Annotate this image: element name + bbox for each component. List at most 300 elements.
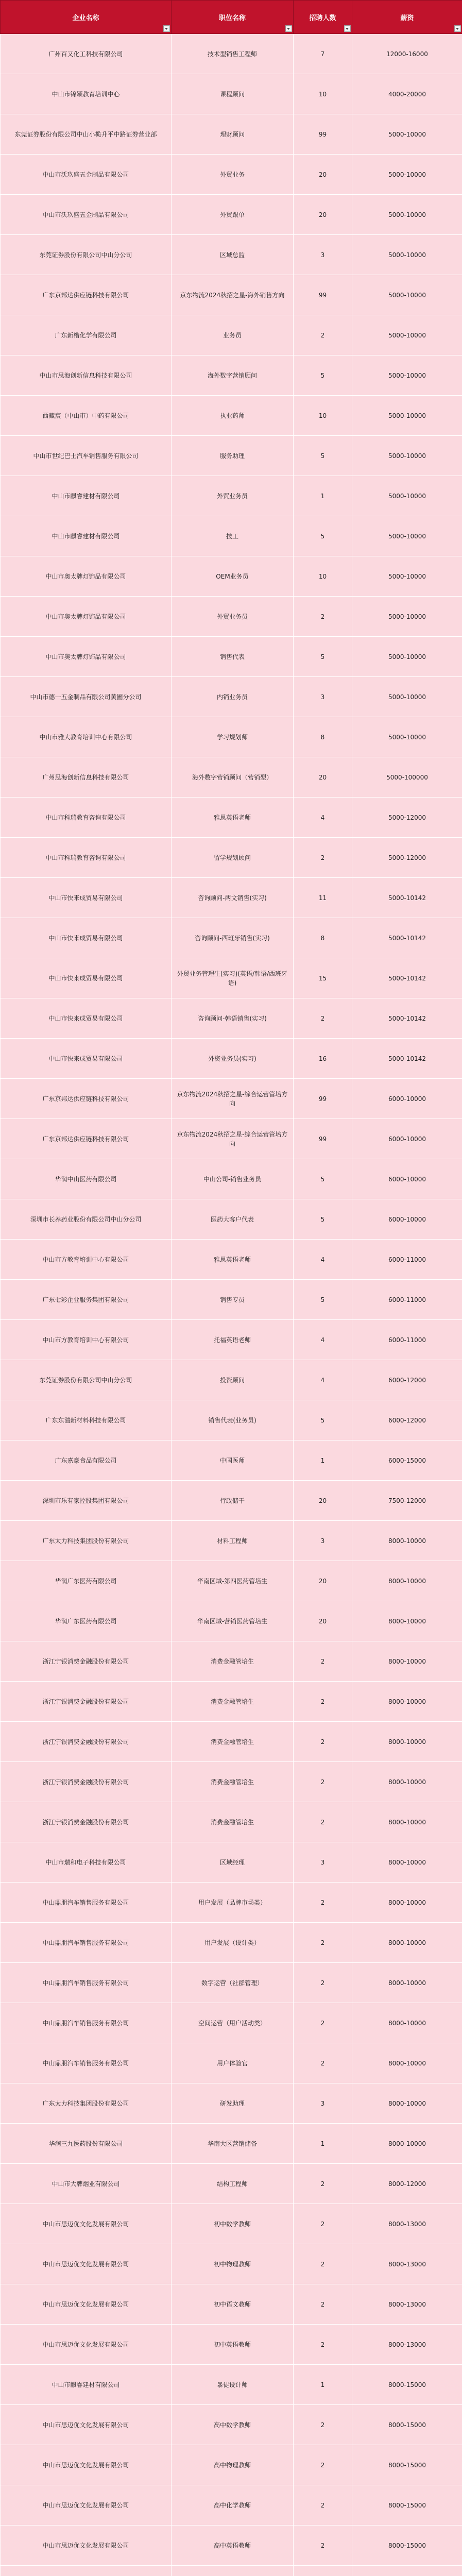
salary-cell[interactable]: 5000-10000 xyxy=(352,355,462,396)
position-cell[interactable]: 执业药师 xyxy=(172,396,294,436)
table-row xyxy=(1,2124,462,2164)
company-cell[interactable]: 中山市思迈优文化发展有限公司 xyxy=(1,2405,172,2445)
salary-cell[interactable]: 5000-10000 xyxy=(352,677,462,717)
position-cell[interactable]: 海外数字营销顾问 xyxy=(172,355,294,396)
position-cell[interactable]: 用户体验官 xyxy=(172,2043,294,2083)
company-cell[interactable]: 广州思海创新信息科技有限公司 xyxy=(1,757,172,798)
salary-cell[interactable] xyxy=(352,2566,462,2576)
position-cell[interactable]: 课程顾问 xyxy=(172,74,294,114)
position-cell[interactable] xyxy=(172,2566,294,2576)
position-cell[interactable]: 咨询顾问-西班牙销售(实习) xyxy=(172,918,294,958)
company-cell[interactable]: 中山市大牌烟业有限公司 xyxy=(1,2164,172,2204)
table-row xyxy=(1,235,462,275)
salary-cell[interactable]: 5000-10000 xyxy=(352,315,462,355)
table-row xyxy=(1,998,462,1039)
headcount-cell[interactable]: 5 xyxy=(294,1280,352,1320)
headcount-cell[interactable]: 20 xyxy=(294,1561,352,1601)
company-cell[interactable]: 中山市思迈优文化发展有限公司 xyxy=(1,2204,172,2244)
table-row xyxy=(1,838,462,878)
filter-dropdown-icon[interactable] xyxy=(285,25,292,32)
position-cell[interactable]: 外贸业务 xyxy=(172,155,294,195)
position-cell[interactable]: 消费金融管培生 xyxy=(172,1641,294,1682)
headcount-cell[interactable]: 2 xyxy=(294,2003,352,2043)
position-cell[interactable]: 高中物理教师 xyxy=(172,2445,294,2485)
company-cell[interactable]: 广东京邦达供应链科技有限公司 xyxy=(1,1119,172,1159)
table-row xyxy=(1,436,462,476)
headcount-cell[interactable]: 2 xyxy=(294,2204,352,2244)
table-row xyxy=(1,1240,462,1280)
company-cell[interactable]: 浙江宁银消费金融股份有限公司 xyxy=(1,1762,172,1802)
table-row xyxy=(1,597,462,637)
salary-cell[interactable]: 5000-10000 xyxy=(352,195,462,235)
salary-cell[interactable]: 5000-10000 xyxy=(352,516,462,556)
headcount-cell[interactable]: 3 xyxy=(294,2083,352,2124)
company-cell[interactable]: 华润广东医药有限公司 xyxy=(1,1601,172,1641)
salary-cell[interactable]: 6000-10000 xyxy=(352,1079,462,1119)
company-cell[interactable]: 深圳市乐有家控股集团有限公司 xyxy=(1,1481,172,1521)
company-cell[interactable]: 中山鼎朋汽车销售服务有限公司 xyxy=(1,2003,172,2043)
table-row xyxy=(1,2083,462,2124)
headcount-cell[interactable]: 5 xyxy=(294,637,352,677)
company-cell[interactable]: 中山市德一五金制品有限公司黄圃分公司 xyxy=(1,677,172,717)
salary-cell[interactable]: 5000-10000 xyxy=(352,396,462,436)
position-cell[interactable]: 外贸跟单 xyxy=(172,195,294,235)
salary-cell[interactable]: 8000-13000 xyxy=(352,2284,462,2325)
table-row xyxy=(1,516,462,556)
headcount-cell[interactable]: 2 xyxy=(294,2284,352,2325)
column-header-company xyxy=(1,1,172,34)
headcount-cell[interactable]: 5 xyxy=(294,1159,352,1199)
position-cell[interactable]: OEM业务员 xyxy=(172,556,294,597)
headcount-cell[interactable]: 11 xyxy=(294,878,352,918)
table-row xyxy=(1,2405,462,2445)
company-cell[interactable]: 中山市奥太牌灯饰品有限公司 xyxy=(1,637,172,677)
company-cell[interactable]: 华润三九医药股份有限公司 xyxy=(1,2124,172,2164)
headcount-cell[interactable]: 5 xyxy=(294,436,352,476)
headcount-cell[interactable]: 2 xyxy=(294,838,352,878)
position-cell[interactable]: 中国医师 xyxy=(172,1440,294,1481)
position-cell[interactable]: 京东物流2024秋招之星-海外销售方向 xyxy=(172,275,294,315)
position-cell[interactable]: 留学规划顾问 xyxy=(172,838,294,878)
company-cell[interactable]: 中山鼎朋汽车销售服务有限公司 xyxy=(1,1883,172,1923)
salary-cell[interactable]: 6000-11000 xyxy=(352,1320,462,1360)
company-cell[interactable]: 中山市沃玖盛五金制品有限公司 xyxy=(1,155,172,195)
filter-dropdown-icon[interactable] xyxy=(163,25,170,32)
position-cell[interactable]: 外贸业务员 xyxy=(172,476,294,516)
salary-cell[interactable]: 5000-12000 xyxy=(352,798,462,838)
headcount-cell[interactable]: 2 xyxy=(294,998,352,1039)
position-cell[interactable]: 用户发展（品牌市场类） xyxy=(172,1883,294,1923)
salary-cell[interactable]: 6000-12000 xyxy=(352,1400,462,1440)
filter-dropdown-icon[interactable] xyxy=(344,25,351,32)
salary-cell[interactable]: 8000-10000 xyxy=(352,1641,462,1682)
headcount-cell[interactable]: 2 xyxy=(294,315,352,355)
position-cell[interactable]: 海外数字营销顾问（营销型） xyxy=(172,757,294,798)
headcount-cell[interactable]: 1 xyxy=(294,1440,352,1481)
headcount-cell[interactable]: 2 xyxy=(294,1682,352,1722)
position-cell[interactable]: 消费金融管培生 xyxy=(172,1802,294,1842)
salary-cell[interactable]: 6000-10000 xyxy=(352,1119,462,1159)
table-row xyxy=(1,2204,462,2244)
table-row xyxy=(1,1963,462,2003)
company-cell[interactable]: 中山市快来成贸易有限公司 xyxy=(1,918,172,958)
salary-cell[interactable]: 5000-12000 xyxy=(352,838,462,878)
salary-cell[interactable]: 8000-10000 xyxy=(352,1521,462,1561)
position-cell[interactable]: 理财顾问 xyxy=(172,114,294,155)
headcount-cell[interactable]: 4 xyxy=(294,1240,352,1280)
company-cell[interactable]: 中山市思迈优文化发展有限公司 xyxy=(1,2485,172,2526)
headcount-cell[interactable]: 5 xyxy=(294,1199,352,1240)
salary-cell[interactable]: 8000-10000 xyxy=(352,1561,462,1601)
company-cell[interactable]: 东莞证券股份有限公司中山小榄升平中路证券营业部 xyxy=(1,114,172,155)
column-header-salary xyxy=(352,1,462,34)
headcount-cell[interactable]: 2 xyxy=(294,2526,352,2566)
position-cell[interactable]: 外贸业务管理生(实习)(英语/韩语/西班牙语) xyxy=(172,958,294,998)
position-cell[interactable]: 销售代表(业务员) xyxy=(172,1400,294,1440)
headcount-cell[interactable]: 10 xyxy=(294,396,352,436)
position-cell[interactable]: 学习规划师 xyxy=(172,717,294,757)
headcount-cell[interactable]: 99 xyxy=(294,1119,352,1159)
headcount-cell[interactable]: 16 xyxy=(294,1039,352,1079)
salary-cell[interactable]: 5000-10142 xyxy=(352,958,462,998)
headcount-cell[interactable]: 2 xyxy=(294,1883,352,1923)
salary-cell[interactable]: 8000-10000 xyxy=(352,2003,462,2043)
table-body xyxy=(1,34,462,2576)
company-cell[interactable]: 中山市沃玖盛五金制品有限公司 xyxy=(1,195,172,235)
headcount-cell[interactable]: 8 xyxy=(294,918,352,958)
company-cell[interactable]: 广东京邦达供应链科技有限公司 xyxy=(1,1079,172,1119)
company-cell[interactable]: 广东太力科技集团股份有限公司 xyxy=(1,1521,172,1561)
position-cell[interactable]: 消费金融管培生 xyxy=(172,1722,294,1762)
salary-cell[interactable]: 5000-10142 xyxy=(352,878,462,918)
headcount-cell[interactable]: 2 xyxy=(294,2164,352,2204)
salary-cell[interactable]: 8000-10000 xyxy=(352,1802,462,1842)
table-row xyxy=(1,798,462,838)
salary-cell[interactable]: 8000-10000 xyxy=(352,1963,462,2003)
company-cell[interactable]: 中山市麒睿建材有限公司 xyxy=(1,516,172,556)
table-row xyxy=(1,677,462,717)
salary-cell[interactable]: 5000-10000 xyxy=(352,275,462,315)
salary-cell[interactable]: 6000-11000 xyxy=(352,1240,462,1280)
headcount-cell[interactable]: 8 xyxy=(294,717,352,757)
position-cell[interactable]: 咨询顾问-韩语销售(实习) xyxy=(172,998,294,1039)
salary-cell[interactable]: 8000-10000 xyxy=(352,1762,462,1802)
headcount-cell[interactable]: 3 xyxy=(294,677,352,717)
company-cell[interactable]: 中山市快来成贸易有限公司 xyxy=(1,998,172,1039)
table-row xyxy=(1,1883,462,1923)
headcount-cell[interactable]: 10 xyxy=(294,556,352,597)
position-cell[interactable]: 数字运营（社群管理） xyxy=(172,1963,294,2003)
company-cell[interactable]: 广东新楷化学有限公司 xyxy=(1,315,172,355)
salary-cell[interactable]: 5000-10142 xyxy=(352,918,462,958)
company-cell[interactable]: 浙江宁银消费金融股份有限公司 xyxy=(1,1682,172,1722)
column-header-label: 职位名称 xyxy=(218,14,246,22)
headcount-cell[interactable]: 2 xyxy=(294,1641,352,1682)
salary-cell[interactable]: 8000-10000 xyxy=(352,1601,462,1641)
salary-cell[interactable]: 7500-12000 xyxy=(352,1481,462,1521)
salary-cell[interactable]: 5000-10000 xyxy=(352,637,462,677)
position-cell[interactable]: 高中英语教师 xyxy=(172,2526,294,2566)
table-row xyxy=(1,2566,462,2576)
position-cell[interactable]: 区域总监 xyxy=(172,235,294,275)
salary-cell[interactable]: 8000-12000 xyxy=(352,2164,462,2204)
table-row xyxy=(1,2003,462,2043)
company-cell[interactable]: 华润广东医药有限公司 xyxy=(1,1561,172,1601)
salary-cell[interactable]: 5000-10142 xyxy=(352,998,462,1039)
salary-cell[interactable]: 8000-13000 xyxy=(352,2244,462,2284)
table-row xyxy=(1,1159,462,1199)
headcount-cell[interactable]: 4 xyxy=(294,1320,352,1360)
table-row xyxy=(1,1280,462,1320)
headcount-cell[interactable]: 20 xyxy=(294,757,352,798)
salary-cell[interactable]: 5000-10000 xyxy=(352,155,462,195)
company-cell[interactable]: 中山市思迈优文化发展有限公司 xyxy=(1,2526,172,2566)
position-cell[interactable]: 咨询顾问-两文销售(实习) xyxy=(172,878,294,918)
salary-cell[interactable]: 5000-10142 xyxy=(352,1039,462,1079)
column-header-label: 招聘人数 xyxy=(309,14,336,22)
salary-cell[interactable]: 8000-15000 xyxy=(352,2405,462,2445)
headcount-cell[interactable]: 1 xyxy=(294,2365,352,2405)
salary-cell[interactable]: 8000-15000 xyxy=(352,2445,462,2485)
header-row xyxy=(1,1,462,34)
position-cell[interactable]: 材料工程师 xyxy=(172,1521,294,1561)
position-cell[interactable]: 医药大客户代表 xyxy=(172,1199,294,1240)
headcount-cell[interactable]: 2 xyxy=(294,2405,352,2445)
salary-cell[interactable]: 8000-10000 xyxy=(352,1923,462,1963)
salary-cell[interactable]: 6000-10000 xyxy=(352,1159,462,1199)
table-row xyxy=(1,315,462,355)
table-row xyxy=(1,1481,462,1521)
company-cell[interactable]: 中山市奥太牌灯饰品有限公司 xyxy=(1,556,172,597)
position-cell[interactable]: 内销业务员 xyxy=(172,677,294,717)
table-row xyxy=(1,1762,462,1802)
company-cell[interactable]: 中山市锦颖教育培训中心 xyxy=(1,74,172,114)
company-cell[interactable]: 广州百又化工科技有限公司 xyxy=(1,34,172,74)
salary-cell[interactable]: 5000-10000 xyxy=(352,556,462,597)
position-cell[interactable]: 初中英语教师 xyxy=(172,2325,294,2365)
company-cell[interactable]: 中山市思迈优文化发展有限公司 xyxy=(1,2284,172,2325)
company-cell[interactable]: 中山市方教育培训中心有限公司 xyxy=(1,1320,172,1360)
filter-dropdown-icon[interactable] xyxy=(454,25,461,32)
position-cell[interactable]: 外贸业务员 xyxy=(172,597,294,637)
salary-cell[interactable]: 5000-10000 xyxy=(352,597,462,637)
headcount-cell[interactable]: 3 xyxy=(294,1842,352,1883)
position-cell[interactable]: 销售代表 xyxy=(172,637,294,677)
salary-cell[interactable]: 5000-10000 xyxy=(352,235,462,275)
company-cell[interactable]: 中山市世纪巴士汽车销售服务有限公司 xyxy=(1,436,172,476)
table-row xyxy=(1,1079,462,1119)
company-cell[interactable]: 华润中山医药有限公司 xyxy=(1,1159,172,1199)
position-cell[interactable]: 消费金融管培生 xyxy=(172,1682,294,1722)
salary-cell[interactable]: 4000-20000 xyxy=(352,74,462,114)
headcount-cell[interactable] xyxy=(294,2566,352,2576)
salary-cell[interactable]: 6000-15000 xyxy=(352,1440,462,1481)
salary-cell[interactable]: 5000-10000 xyxy=(352,114,462,155)
headcount-cell[interactable]: 3 xyxy=(294,1521,352,1561)
company-cell[interactable]: 中山市科瑞教育咨询有限公司 xyxy=(1,838,172,878)
salary-cell[interactable]: 5000-100000 xyxy=(352,757,462,798)
position-cell[interactable]: 高中化学教师 xyxy=(172,2485,294,2526)
table-row xyxy=(1,1561,462,1601)
salary-cell[interactable]: 6000-11000 xyxy=(352,1280,462,1320)
position-cell[interactable]: 华南区域-第四医药管培生 xyxy=(172,1561,294,1601)
company-cell[interactable]: 中山市快来成贸易有限公司 xyxy=(1,878,172,918)
position-cell[interactable]: 消费金融管培生 xyxy=(172,1762,294,1802)
headcount-cell[interactable]: 1 xyxy=(294,2124,352,2164)
salary-cell[interactable]: 8000-10000 xyxy=(352,1722,462,1762)
company-cell[interactable]: 深圳市长养药业股份有限公司中山分公司 xyxy=(1,1199,172,1240)
salary-cell[interactable]: 5000-10000 xyxy=(352,717,462,757)
position-cell[interactable]: 空间运营（用户活动类） xyxy=(172,2003,294,2043)
headcount-cell[interactable]: 2 xyxy=(294,2325,352,2365)
headcount-cell[interactable]: 20 xyxy=(294,195,352,235)
salary-cell[interactable]: 8000-10000 xyxy=(352,1682,462,1722)
salary-cell[interactable]: 5000-10000 xyxy=(352,436,462,476)
position-cell[interactable]: 服务助理 xyxy=(172,436,294,476)
table-row xyxy=(1,878,462,918)
position-cell[interactable]: 销售专员 xyxy=(172,1280,294,1320)
headcount-cell[interactable]: 15 xyxy=(294,958,352,998)
headcount-cell[interactable]: 5 xyxy=(294,1400,352,1440)
company-cell[interactable]: 西藏宸（中山市）中药有限公司 xyxy=(1,396,172,436)
salary-cell[interactable]: 8000-15000 xyxy=(352,2365,462,2405)
company-cell[interactable]: 广东东溢新材料科技有限公司 xyxy=(1,1400,172,1440)
position-cell[interactable]: 行政储干 xyxy=(172,1481,294,1521)
company-cell[interactable]: 中山鼎朋汽车销售服务有限公司 xyxy=(1,1923,172,1963)
headcount-cell[interactable]: 2 xyxy=(294,2043,352,2083)
position-cell[interactable]: 技术型销售工程师 xyxy=(172,34,294,74)
headcount-cell[interactable]: 7 xyxy=(294,34,352,74)
salary-cell[interactable]: 8000-10000 xyxy=(352,1883,462,1923)
position-cell[interactable]: 华南区域-营销医药管培生 xyxy=(172,1601,294,1641)
salary-cell[interactable]: 8000-10000 xyxy=(352,2083,462,2124)
position-cell[interactable]: 初中物理教师 xyxy=(172,2244,294,2284)
headcount-cell[interactable]: 2 xyxy=(294,2445,352,2485)
position-cell[interactable]: 结构工程师 xyxy=(172,2164,294,2204)
salary-cell[interactable]: 8000-15000 xyxy=(352,2526,462,2566)
headcount-cell[interactable]: 2 xyxy=(294,1762,352,1802)
table-row xyxy=(1,2244,462,2284)
headcount-cell[interactable]: 10 xyxy=(294,74,352,114)
position-cell[interactable]: 雅思英语老师 xyxy=(172,798,294,838)
company-cell[interactable]: 东莞证券股份有限公司中山分公司 xyxy=(1,235,172,275)
salary-cell[interactable]: 8000-10000 xyxy=(352,2043,462,2083)
position-cell[interactable]: 雅思英语老师 xyxy=(172,1240,294,1280)
company-cell[interactable]: 中山鼎朋汽车销售服务有限公司 xyxy=(1,1963,172,2003)
position-cell[interactable]: 业务员 xyxy=(172,315,294,355)
company-cell[interactable]: 中山市雅大教育培训中心有限公司 xyxy=(1,717,172,757)
table-row xyxy=(1,1923,462,1963)
company-cell[interactable]: 中山市快来成贸易有限公司 xyxy=(1,958,172,998)
position-cell[interactable]: 技工 xyxy=(172,516,294,556)
salary-cell[interactable]: 8000-10000 xyxy=(352,1842,462,1883)
table-row xyxy=(1,2526,462,2566)
company-cell[interactable]: 广东嘉豪食品有限公司 xyxy=(1,1440,172,1481)
company-cell[interactable] xyxy=(1,2566,172,2576)
position-cell[interactable]: 研发助理 xyxy=(172,2083,294,2124)
company-cell[interactable]: 中山市奥太牌灯饰品有限公司 xyxy=(1,597,172,637)
company-cell[interactable]: 浙江宁银消费金融股份有限公司 xyxy=(1,1641,172,1682)
headcount-cell[interactable]: 4 xyxy=(294,1360,352,1400)
position-cell[interactable]: 托福英语老师 xyxy=(172,1320,294,1360)
headcount-cell[interactable]: 99 xyxy=(294,275,352,315)
company-cell[interactable]: 中山市思迈优文化发展有限公司 xyxy=(1,2445,172,2485)
company-cell[interactable]: 中山市思迈优文化发展有限公司 xyxy=(1,2325,172,2365)
company-cell[interactable]: 中山市瑞和电子科技有限公司 xyxy=(1,1842,172,1883)
company-cell[interactable]: 广东七彩企业服务集团有限公司 xyxy=(1,1280,172,1320)
salary-cell[interactable]: 6000-12000 xyxy=(352,1360,462,1400)
table-row xyxy=(1,1039,462,1079)
company-cell[interactable]: 中山市思海创新信息科技有限公司 xyxy=(1,355,172,396)
headcount-cell[interactable]: 2 xyxy=(294,1802,352,1842)
table-row xyxy=(1,1682,462,1722)
salary-cell[interactable]: 12000-16000 xyxy=(352,34,462,74)
position-cell[interactable]: 区域经理 xyxy=(172,1842,294,1883)
position-cell[interactable]: 暴徒设计师 xyxy=(172,2365,294,2405)
company-cell[interactable]: 浙江宁银消费金融股份有限公司 xyxy=(1,1802,172,1842)
salary-cell[interactable]: 8000-10000 xyxy=(352,2124,462,2164)
company-cell[interactable]: 中山市麒睿建材有限公司 xyxy=(1,2365,172,2405)
position-cell[interactable]: 京东物流2024秋招之星-综合运营管培方向 xyxy=(172,1119,294,1159)
headcount-cell[interactable]: 2 xyxy=(294,597,352,637)
position-cell[interactable]: 华南大区营销储备 xyxy=(172,2124,294,2164)
table-row xyxy=(1,1842,462,1883)
headcount-cell[interactable]: 3 xyxy=(294,235,352,275)
headcount-cell[interactable]: 20 xyxy=(294,1481,352,1521)
headcount-cell[interactable]: 4 xyxy=(294,798,352,838)
company-cell[interactable]: 中山市快来成贸易有限公司 xyxy=(1,1039,172,1079)
headcount-cell[interactable]: 20 xyxy=(294,155,352,195)
headcount-cell[interactable]: 1 xyxy=(294,476,352,516)
headcount-cell[interactable]: 99 xyxy=(294,1079,352,1119)
table-row xyxy=(1,1119,462,1159)
salary-cell[interactable]: 6000-10000 xyxy=(352,1199,462,1240)
salary-cell[interactable]: 8000-13000 xyxy=(352,2204,462,2244)
company-cell[interactable]: 广东太力科技集团股份有限公司 xyxy=(1,2083,172,2124)
headcount-cell[interactable]: 99 xyxy=(294,114,352,155)
position-cell[interactable]: 高中数学教师 xyxy=(172,2405,294,2445)
headcount-cell[interactable]: 5 xyxy=(294,516,352,556)
position-cell[interactable]: 中山公司-销售业务员 xyxy=(172,1159,294,1199)
company-cell[interactable]: 中山市麒睿建材有限公司 xyxy=(1,476,172,516)
table-row xyxy=(1,355,462,396)
position-cell[interactable]: 初中数学教师 xyxy=(172,2204,294,2244)
headcount-cell[interactable]: 2 xyxy=(294,1963,352,2003)
position-cell[interactable]: 京东物流2024秋招之星-综合运营管培方向 xyxy=(172,1079,294,1119)
company-cell[interactable]: 浙江宁银消费金融股份有限公司 xyxy=(1,1722,172,1762)
headcount-cell[interactable]: 5 xyxy=(294,355,352,396)
headcount-cell[interactable]: 2 xyxy=(294,1923,352,1963)
headcount-cell[interactable]: 20 xyxy=(294,1601,352,1641)
salary-cell[interactable]: 8000-15000 xyxy=(352,2485,462,2526)
headcount-cell[interactable]: 2 xyxy=(294,1722,352,1762)
company-cell[interactable]: 中山鼎朋汽车销售服务有限公司 xyxy=(1,2043,172,2083)
position-cell[interactable]: 初中语文教师 xyxy=(172,2284,294,2325)
company-cell[interactable]: 中山市思迈优文化发展有限公司 xyxy=(1,2244,172,2284)
position-cell[interactable]: 用户发展（设计类） xyxy=(172,1923,294,1963)
company-cell[interactable]: 东莞证券股份有限公司中山分公司 xyxy=(1,1360,172,1400)
company-cell[interactable]: 中山市科瑞教育咨询有限公司 xyxy=(1,798,172,838)
headcount-cell[interactable]: 2 xyxy=(294,2244,352,2284)
column-header-label: 企业名称 xyxy=(72,14,99,22)
headcount-cell[interactable]: 2 xyxy=(294,2485,352,2526)
salary-cell[interactable]: 5000-10000 xyxy=(352,476,462,516)
position-cell[interactable]: 外资业务员(实习) xyxy=(172,1039,294,1079)
company-cell[interactable]: 广东京邦达供应链科技有限公司 xyxy=(1,275,172,315)
company-cell[interactable]: 中山市方教育培训中心有限公司 xyxy=(1,1240,172,1280)
position-cell[interactable]: 投资顾问 xyxy=(172,1360,294,1400)
salary-cell[interactable]: 8000-13000 xyxy=(352,2325,462,2365)
